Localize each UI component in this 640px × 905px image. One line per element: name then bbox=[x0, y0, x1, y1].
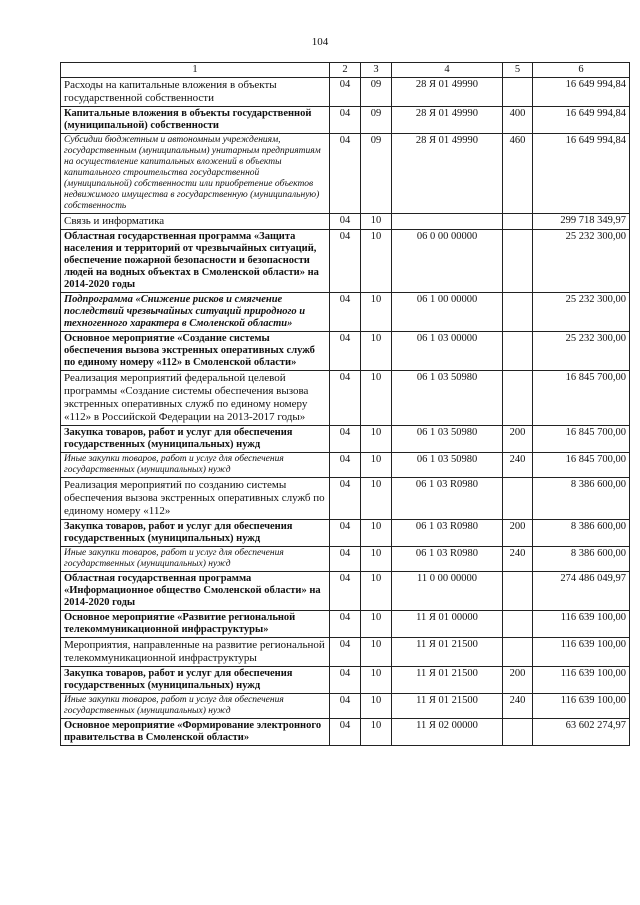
section-code-cell: 04 bbox=[330, 638, 361, 667]
target-article-cell: 06 1 03 50980 bbox=[392, 453, 503, 478]
expense-type-cell: 240 bbox=[503, 694, 533, 719]
section-code-cell: 04 bbox=[330, 107, 361, 134]
table-row bbox=[61, 694, 630, 719]
target-article-cell: 11 Я 01 21500 bbox=[392, 694, 503, 719]
section-code-cell: 04 bbox=[330, 694, 361, 719]
section-code-cell: 04 bbox=[330, 426, 361, 453]
row-name-cell: Основное мероприятие «Развитие региональной телекоммуникационной инфраструктуры» bbox=[61, 611, 330, 638]
row-name-cell: Основное мероприятие «Формирование электронного правительства в Смоленской области» bbox=[61, 719, 330, 746]
section-code-cell: 04 bbox=[330, 453, 361, 478]
section-code-cell: 04 bbox=[330, 547, 361, 572]
target-article-cell: 06 1 03 R0980 bbox=[392, 520, 503, 547]
row-name-cell: Иные закупки товаров, работ и услуг для обеспечения государственных (муниципальных) нужд bbox=[61, 547, 330, 572]
row-name-cell: Реализация мероприятий федеральной целевой программы «Создание системы обеспечения вызова экстренных оперативных служб по единому номеру «112» в Российской Федерации на 2013-2017 годы» bbox=[61, 371, 330, 426]
table-row bbox=[61, 332, 630, 371]
table-row bbox=[61, 547, 630, 572]
target-article-cell: 06 0 00 00000 bbox=[392, 230, 503, 293]
subsection-code-cell: 10 bbox=[361, 638, 392, 667]
expense-type-cell bbox=[503, 719, 533, 746]
subsection-code-cell: 10 bbox=[361, 230, 392, 293]
header-cell: 4 bbox=[392, 63, 503, 78]
section-code-cell: 04 bbox=[330, 332, 361, 371]
row-name-cell: Связь и информатика bbox=[61, 214, 330, 230]
subsection-code-cell: 10 bbox=[361, 667, 392, 694]
subsection-code-cell: 10 bbox=[361, 572, 392, 611]
table-row bbox=[61, 520, 630, 547]
row-name-cell: Основное мероприятие «Создание системы обеспечения вызова экстренных оперативных служб по единому номеру «112» в Смоленской области» bbox=[61, 332, 330, 371]
table-row bbox=[61, 107, 630, 134]
amount-cell: 116 639 100,00 bbox=[533, 667, 630, 694]
table-row bbox=[61, 371, 630, 426]
amount-cell: 16 649 994,84 bbox=[533, 78, 630, 107]
section-code-cell: 04 bbox=[330, 478, 361, 520]
target-article-cell: 11 Я 02 00000 bbox=[392, 719, 503, 746]
row-name-cell: Иные закупки товаров, работ и услуг для обеспечения государственных (муниципальных) нужд bbox=[61, 694, 330, 719]
subsection-code-cell: 10 bbox=[361, 520, 392, 547]
target-article-cell: 06 1 03 R0980 bbox=[392, 478, 503, 520]
target-article-cell: 28 Я 01 49990 bbox=[392, 107, 503, 134]
amount-cell: 16 649 994,84 bbox=[533, 134, 630, 214]
subsection-code-cell: 10 bbox=[361, 371, 392, 426]
table-row bbox=[61, 293, 630, 332]
subsection-code-cell: 10 bbox=[361, 719, 392, 746]
table-row bbox=[61, 230, 630, 293]
table-row bbox=[61, 453, 630, 478]
expense-type-cell: 240 bbox=[503, 547, 533, 572]
target-article-cell: 06 1 03 50980 bbox=[392, 426, 503, 453]
expense-type-cell bbox=[503, 214, 533, 230]
target-article-cell: 11 Я 01 21500 bbox=[392, 667, 503, 694]
row-name-cell: Мероприятия, направленные на развитие региональной телекоммуникационной инфраструктуры bbox=[61, 638, 330, 667]
target-article-cell: 28 Я 01 49990 bbox=[392, 78, 503, 107]
expense-type-cell: 200 bbox=[503, 520, 533, 547]
amount-cell: 16 845 700,00 bbox=[533, 371, 630, 426]
target-article-cell bbox=[392, 214, 503, 230]
table-row bbox=[61, 638, 630, 667]
header-cell: 2 bbox=[330, 63, 361, 78]
section-code-cell: 04 bbox=[330, 293, 361, 332]
amount-cell: 299 718 349,97 bbox=[533, 214, 630, 230]
section-code-cell: 04 bbox=[330, 611, 361, 638]
target-article-cell: 06 1 03 50980 bbox=[392, 371, 503, 426]
table-row bbox=[61, 719, 630, 746]
expense-type-cell: 400 bbox=[503, 107, 533, 134]
row-name-cell: Капитальные вложения в объекты государственной (муниципальной) собственности bbox=[61, 107, 330, 134]
amount-cell: 8 386 600,00 bbox=[533, 520, 630, 547]
header-cell: 6 bbox=[533, 63, 630, 78]
amount-cell: 25 232 300,00 bbox=[533, 332, 630, 371]
amount-cell: 16 649 994,84 bbox=[533, 107, 630, 134]
section-code-cell: 04 bbox=[330, 214, 361, 230]
expense-type-cell bbox=[503, 572, 533, 611]
row-name-cell: Подпрограмма «Снижение рисков и смягчение последствий чрезвычайных ситуаций природного и техногенного характера в Смоленской области» bbox=[61, 293, 330, 332]
expense-type-cell bbox=[503, 332, 533, 371]
section-code-cell: 04 bbox=[330, 134, 361, 214]
target-article-cell: 06 1 03 R0980 bbox=[392, 547, 503, 572]
header-cell: 1 bbox=[61, 63, 330, 78]
header-cell: 5 bbox=[503, 63, 533, 78]
subsection-code-cell: 09 bbox=[361, 78, 392, 107]
table-row bbox=[61, 214, 630, 230]
amount-cell: 25 232 300,00 bbox=[533, 230, 630, 293]
expense-type-cell: 200 bbox=[503, 667, 533, 694]
section-code-cell: 04 bbox=[330, 371, 361, 426]
section-code-cell: 04 bbox=[330, 667, 361, 694]
table-row bbox=[61, 426, 630, 453]
target-article-cell: 06 1 03 00000 bbox=[392, 332, 503, 371]
header-row bbox=[61, 63, 630, 78]
expense-type-cell bbox=[503, 478, 533, 520]
subsection-code-cell: 10 bbox=[361, 293, 392, 332]
header-cell: 3 bbox=[361, 63, 392, 78]
table-row bbox=[61, 478, 630, 520]
subsection-code-cell: 10 bbox=[361, 426, 392, 453]
expense-type-cell bbox=[503, 371, 533, 426]
target-article-cell: 11 Я 01 00000 bbox=[392, 611, 503, 638]
amount-cell: 116 639 100,00 bbox=[533, 611, 630, 638]
expense-type-cell bbox=[503, 230, 533, 293]
table-row bbox=[61, 572, 630, 611]
target-article-cell: 11 0 00 00000 bbox=[392, 572, 503, 611]
row-name-cell: Областная государственная программа «Информационное общество Смоленской области» на 2014-2020 годы bbox=[61, 572, 330, 611]
row-name-cell: Областная государственная программа «Защита населения и территорий от чрезвычайных ситуаций, обеспечение пожарной безопасности и безопасности людей на водных объектах в Смоленской области» на 2014-2020 годы bbox=[61, 230, 330, 293]
target-article-cell: 06 1 00 00000 bbox=[392, 293, 503, 332]
table-row bbox=[61, 78, 630, 107]
subsection-code-cell: 10 bbox=[361, 332, 392, 371]
subsection-code-cell: 10 bbox=[361, 694, 392, 719]
section-code-cell: 04 bbox=[330, 230, 361, 293]
row-name-cell: Субсидии бюджетным и автономным учреждениям, государственным (муниципальным) унитарным предприятиям на осуществление капитальных вложений в объекты капитального строительства государственной (муниципальной) собственности или приобретение объектов недвижимого имущества в государственную (муниципальную) собственность bbox=[61, 134, 330, 214]
row-name-cell: Закупка товаров, работ и услуг для обеспечения государственных (муниципальных) нужд bbox=[61, 667, 330, 694]
amount-cell: 116 639 100,00 bbox=[533, 694, 630, 719]
amount-cell: 116 639 100,00 bbox=[533, 638, 630, 667]
subsection-code-cell: 09 bbox=[361, 134, 392, 214]
section-code-cell: 04 bbox=[330, 572, 361, 611]
expense-type-cell bbox=[503, 638, 533, 667]
table-row bbox=[61, 134, 630, 214]
section-code-cell: 04 bbox=[330, 719, 361, 746]
expense-type-cell: 460 bbox=[503, 134, 533, 214]
subsection-code-cell: 09 bbox=[361, 107, 392, 134]
table-row bbox=[61, 611, 630, 638]
page-number: 104 bbox=[311, 36, 329, 48]
table-row bbox=[61, 667, 630, 694]
amount-cell: 8 386 600,00 bbox=[533, 478, 630, 520]
expense-type-cell bbox=[503, 611, 533, 638]
amount-cell: 16 845 700,00 bbox=[533, 453, 630, 478]
subsection-code-cell: 10 bbox=[361, 453, 392, 478]
subsection-code-cell: 10 bbox=[361, 214, 392, 230]
row-name-cell: Закупка товаров, работ и услуг для обеспечения государственных (муниципальных) нужд bbox=[61, 520, 330, 547]
section-code-cell: 04 bbox=[330, 78, 361, 107]
section-code-cell: 04 bbox=[330, 520, 361, 547]
amount-cell: 25 232 300,00 bbox=[533, 293, 630, 332]
amount-cell: 63 602 274,97 bbox=[533, 719, 630, 746]
budget-table bbox=[60, 62, 630, 746]
row-name-cell: Закупка товаров, работ и услуг для обеспечения государственных (муниципальных) нужд bbox=[61, 426, 330, 453]
subsection-code-cell: 10 bbox=[361, 547, 392, 572]
amount-cell: 274 486 049,97 bbox=[533, 572, 630, 611]
target-article-cell: 28 Я 01 49990 bbox=[392, 134, 503, 214]
target-article-cell: 11 Я 01 21500 bbox=[392, 638, 503, 667]
amount-cell: 16 845 700,00 bbox=[533, 426, 630, 453]
expense-type-cell bbox=[503, 78, 533, 107]
subsection-code-cell: 10 bbox=[361, 478, 392, 520]
row-name-cell: Расходы на капитальные вложения в объекты государственной собственности bbox=[61, 78, 330, 107]
row-name-cell: Реализация мероприятий по созданию системы обеспечения вызова экстренных оперативных служб по единому номеру «112» bbox=[61, 478, 330, 520]
expense-type-cell bbox=[503, 293, 533, 332]
row-name-cell: Иные закупки товаров, работ и услуг для обеспечения государственных (муниципальных) нужд bbox=[61, 453, 330, 478]
amount-cell: 8 386 600,00 bbox=[533, 547, 630, 572]
expense-type-cell: 240 bbox=[503, 453, 533, 478]
subsection-code-cell: 10 bbox=[361, 611, 392, 638]
expense-type-cell: 200 bbox=[503, 426, 533, 453]
